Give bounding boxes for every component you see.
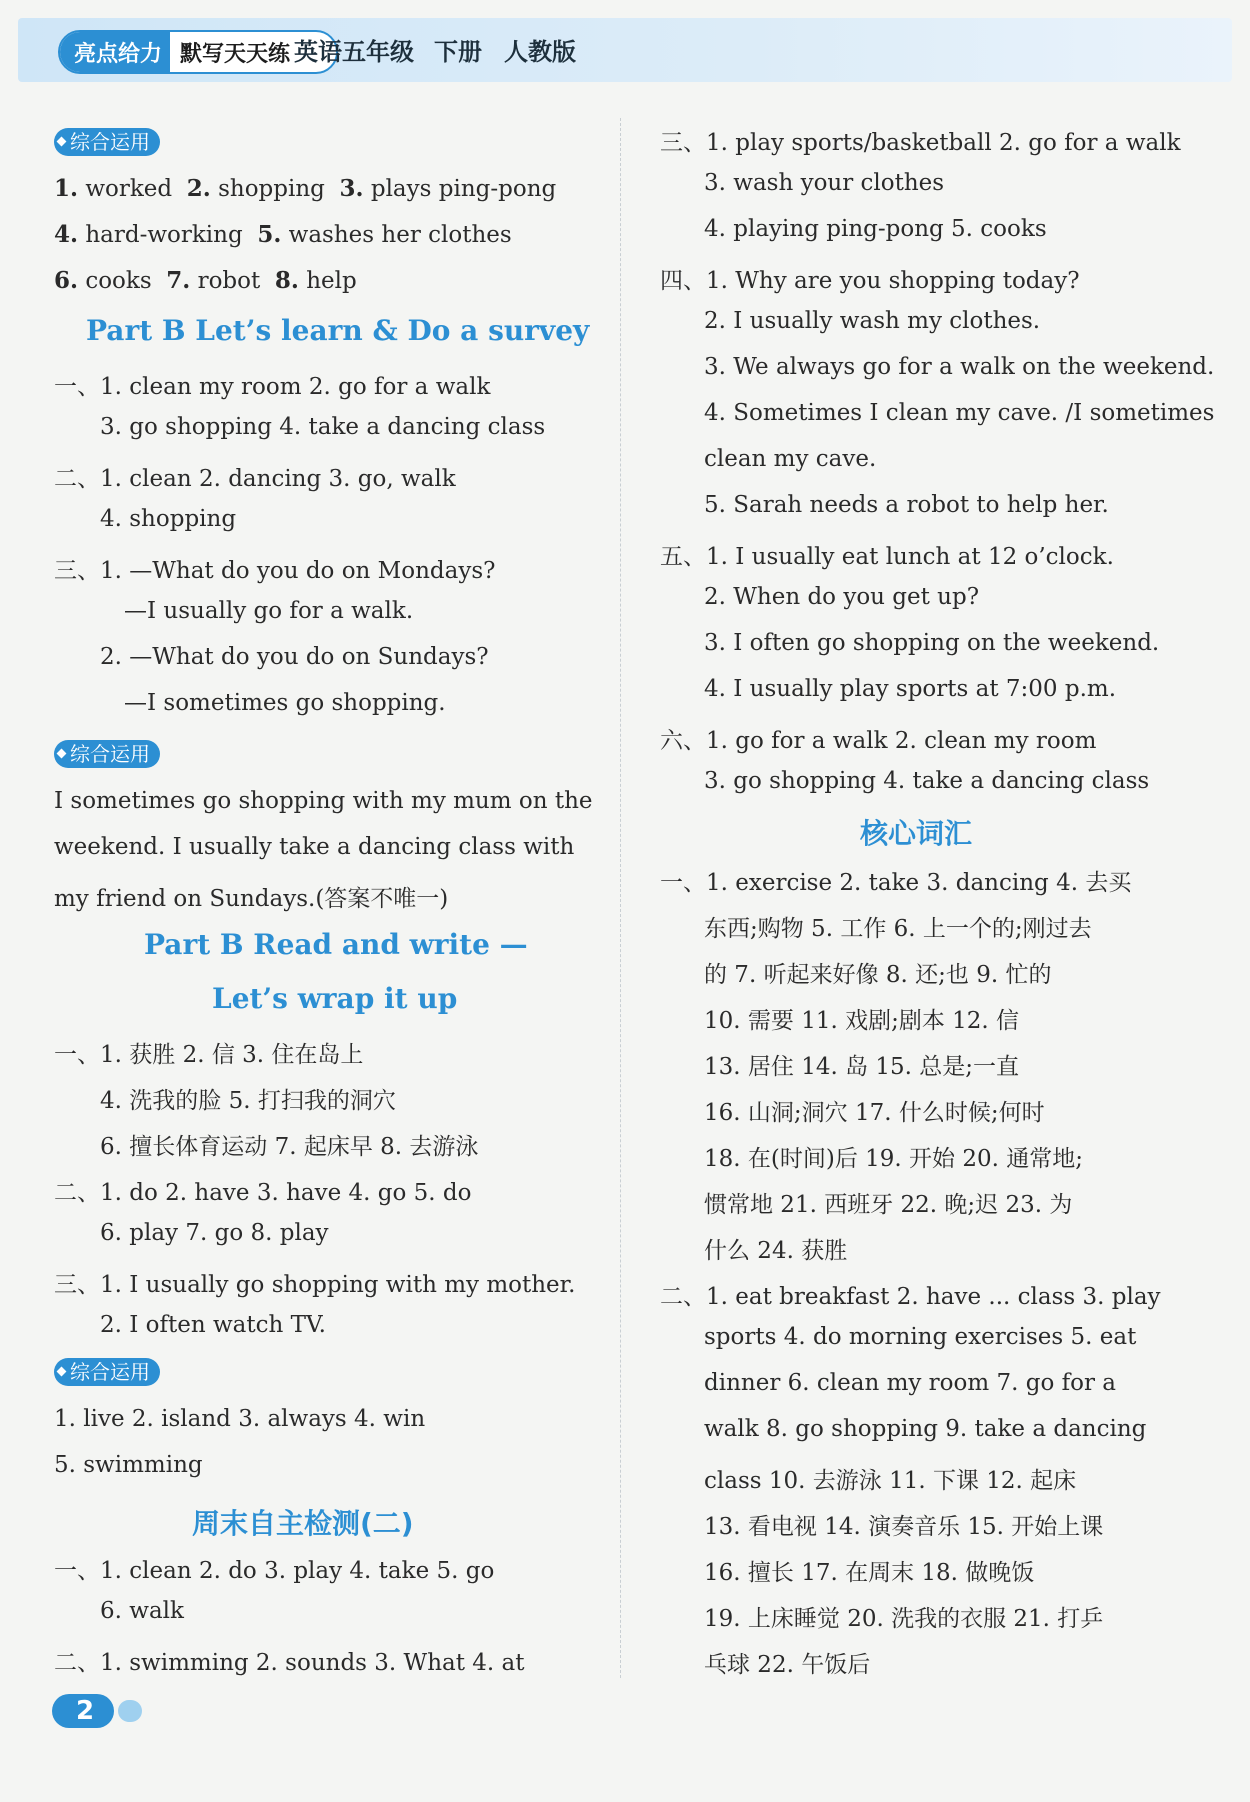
b2-line: my friend on Sundays.(答案不唯一) xyxy=(54,886,449,912)
s2-line: 6. play 7. go 8. play xyxy=(100,1220,329,1246)
section-heading-part-b-read: Part B Read and write — xyxy=(144,928,528,961)
s2-line: 4. 洗我的脸 5. 打扫我的洞穴 xyxy=(100,1088,396,1114)
s3-line: 6. walk xyxy=(100,1598,184,1624)
item-answer: plays ping-pong xyxy=(363,176,557,202)
b1-line xyxy=(54,175,556,202)
r1-line: 4. Sometimes I clean my cave. /I sometimes xyxy=(704,400,1215,426)
b3-line: 1. live 2. island 3. always 4. win xyxy=(54,1406,426,1432)
item-answer: robot xyxy=(190,268,275,294)
s2-line: 二、1. do 2. have 3. have 4. go 5. do xyxy=(54,1180,472,1206)
s1-line: 4. shopping xyxy=(100,506,237,532)
item-answer: washes her clothes xyxy=(281,222,512,248)
s1-line: 2. —What do you do on Sundays? xyxy=(100,644,489,670)
b1-line xyxy=(54,267,357,294)
r2-line: 10. 需要 11. 戏剧;剧本 12. 信 xyxy=(704,1008,1020,1034)
r1-line: 4. playing ping-pong 5. cooks xyxy=(704,216,1047,242)
b2-line: I sometimes go shopping with my mum on the xyxy=(54,788,593,814)
s1-line: —I sometimes go shopping. xyxy=(124,690,446,716)
column-divider xyxy=(620,118,621,1678)
r2-line: 16. 山洞;洞穴 17. 什么时候;何时 xyxy=(704,1100,1045,1126)
r1-line: 六、1. go for a walk 2. clean my room xyxy=(660,728,1097,754)
r2-line: walk 8. go shopping 9. take a dancing xyxy=(704,1416,1147,1442)
section-heading-part-b-learn: Part B Let’s learn & Do a survey xyxy=(86,314,590,347)
r2-line: 16. 擅长 17. 在周末 18. 做晚饭 xyxy=(704,1560,1035,1586)
brand-label: 亮点给力 xyxy=(60,32,170,72)
item-answer: hard-working xyxy=(78,222,258,248)
s2-line: 2. I often watch TV. xyxy=(100,1312,326,1338)
r1-line: 4. I usually play sports at 7:00 p.m. xyxy=(704,676,1117,702)
b3-line: 5. swimming xyxy=(54,1452,203,1478)
r2-line: 13. 看电视 14. 演奏音乐 15. 开始上课 xyxy=(704,1514,1104,1540)
r2-line: class 10. 去游泳 11. 下课 12. 起床 xyxy=(704,1468,1077,1494)
item-answer: help xyxy=(298,268,357,294)
item-answer: worked xyxy=(78,176,187,202)
subject-label: 英语五年级 xyxy=(294,38,414,66)
s2-line: 6. 擅长体育运动 7. 起床早 8. 去游泳 xyxy=(100,1134,479,1160)
section-badge-3: 综合运用 xyxy=(54,1358,160,1386)
s1-line: 二、1. clean 2. dancing 3. go, walk xyxy=(54,466,456,492)
item-number: 4. xyxy=(54,221,79,248)
item-number: 3. xyxy=(339,175,364,202)
r2-line: 乓球 22. 午饭后 xyxy=(704,1652,871,1678)
s3-line: 一、1. clean 2. do 3. play 4. take 5. go xyxy=(54,1558,495,1584)
r1-line: 3. go shopping 4. take a dancing class xyxy=(704,768,1150,794)
section-badge-2: 综合运用 xyxy=(54,740,160,768)
r2-line: 二、1. eat breakfast 2. have ... class 3. play xyxy=(660,1284,1161,1310)
r2-line: 的 7. 听起来好像 8. 还;也 9. 忙的 xyxy=(704,962,1052,988)
page-header xyxy=(18,18,1232,82)
r1-line: 3. I often go shopping on the weekend. xyxy=(704,630,1160,656)
s1-line: —I usually go for a walk. xyxy=(124,598,414,624)
series-label: 默写天天练 xyxy=(180,41,291,67)
item-answer: shopping xyxy=(210,176,340,202)
section-heading-weekend-test: 周末自主检测(二) xyxy=(192,1507,414,1540)
r2-line: 一、1. exercise 2. take 3. dancing 4. 去买 xyxy=(660,870,1132,896)
item-number: 2. xyxy=(186,175,211,202)
b2-line: weekend. I usually take a dancing class with xyxy=(54,834,575,860)
s2-line: 三、1. I usually go shopping with my mother. xyxy=(54,1272,576,1298)
r1-line: 三、1. play sports/basketball 2. go for a walk xyxy=(660,130,1181,156)
r1-line: 3. We always go for a walk on the weekend. xyxy=(704,354,1215,380)
item-answer: cooks xyxy=(78,268,167,294)
r1-line: 2. I usually wash my clothes. xyxy=(704,308,1041,334)
page-number-decoration xyxy=(118,1700,142,1722)
edition-label: 人教版 xyxy=(504,38,576,66)
s2-line: 一、1. 获胜 2. 信 3. 住在岛上 xyxy=(54,1042,364,1068)
s1-line: 一、1. clean my room 2. go for a walk xyxy=(54,374,491,400)
item-number: 7. xyxy=(166,267,191,294)
item-number: 5. xyxy=(257,221,282,248)
r2-line: dinner 6. clean my room 7. go for a xyxy=(704,1370,1117,1396)
r1-line: 5. Sarah needs a robot to help her. xyxy=(704,492,1109,518)
s1-line: 3. go shopping 4. take a dancing class xyxy=(100,414,546,440)
page-number: 2 xyxy=(52,1694,114,1728)
r1-line: 五、1. I usually eat lunch at 12 o’clock. xyxy=(660,544,1114,570)
item-number: 1. xyxy=(54,175,79,202)
item-number: 8. xyxy=(274,267,299,294)
s3-line: 二、1. swimming 2. sounds 3. What 4. at xyxy=(54,1650,525,1676)
r1-line: 2. When do you get up? xyxy=(704,584,980,610)
item-number: 6. xyxy=(54,267,79,294)
r2-line: 19. 上床睡觉 20. 洗我的衣服 21. 打乒 xyxy=(704,1606,1104,1632)
section-heading-core-vocab: 核心词汇 xyxy=(860,817,973,850)
b1-line xyxy=(54,221,512,248)
r1-line: 四、1. Why are you shopping today? xyxy=(660,268,1080,294)
r2-line: 13. 居住 14. 岛 15. 总是;一直 xyxy=(704,1054,1020,1080)
s1-line: 三、1. —What do you do on Mondays? xyxy=(54,558,496,584)
r2-line: 18. 在(时间)后 19. 开始 20. 通常地; xyxy=(704,1146,1083,1172)
r2-line: 东西;购物 5. 工作 6. 上一个的;刚过去 xyxy=(704,916,1092,942)
r2-line: sports 4. do morning exercises 5. eat xyxy=(704,1324,1137,1350)
r1-line: 3. wash your clothes xyxy=(704,170,945,196)
section-badge-1: 综合运用 xyxy=(54,128,160,156)
section-heading-wrap-up: Let’s wrap it up xyxy=(212,982,458,1015)
volume-label: 下册 xyxy=(434,38,482,66)
r2-line: 惯常地 21. 西班牙 22. 晚;迟 23. 为 xyxy=(704,1192,1073,1218)
r2-line: 什么 24. 获胜 xyxy=(704,1238,848,1264)
r1-line: clean my cave. xyxy=(704,446,877,472)
